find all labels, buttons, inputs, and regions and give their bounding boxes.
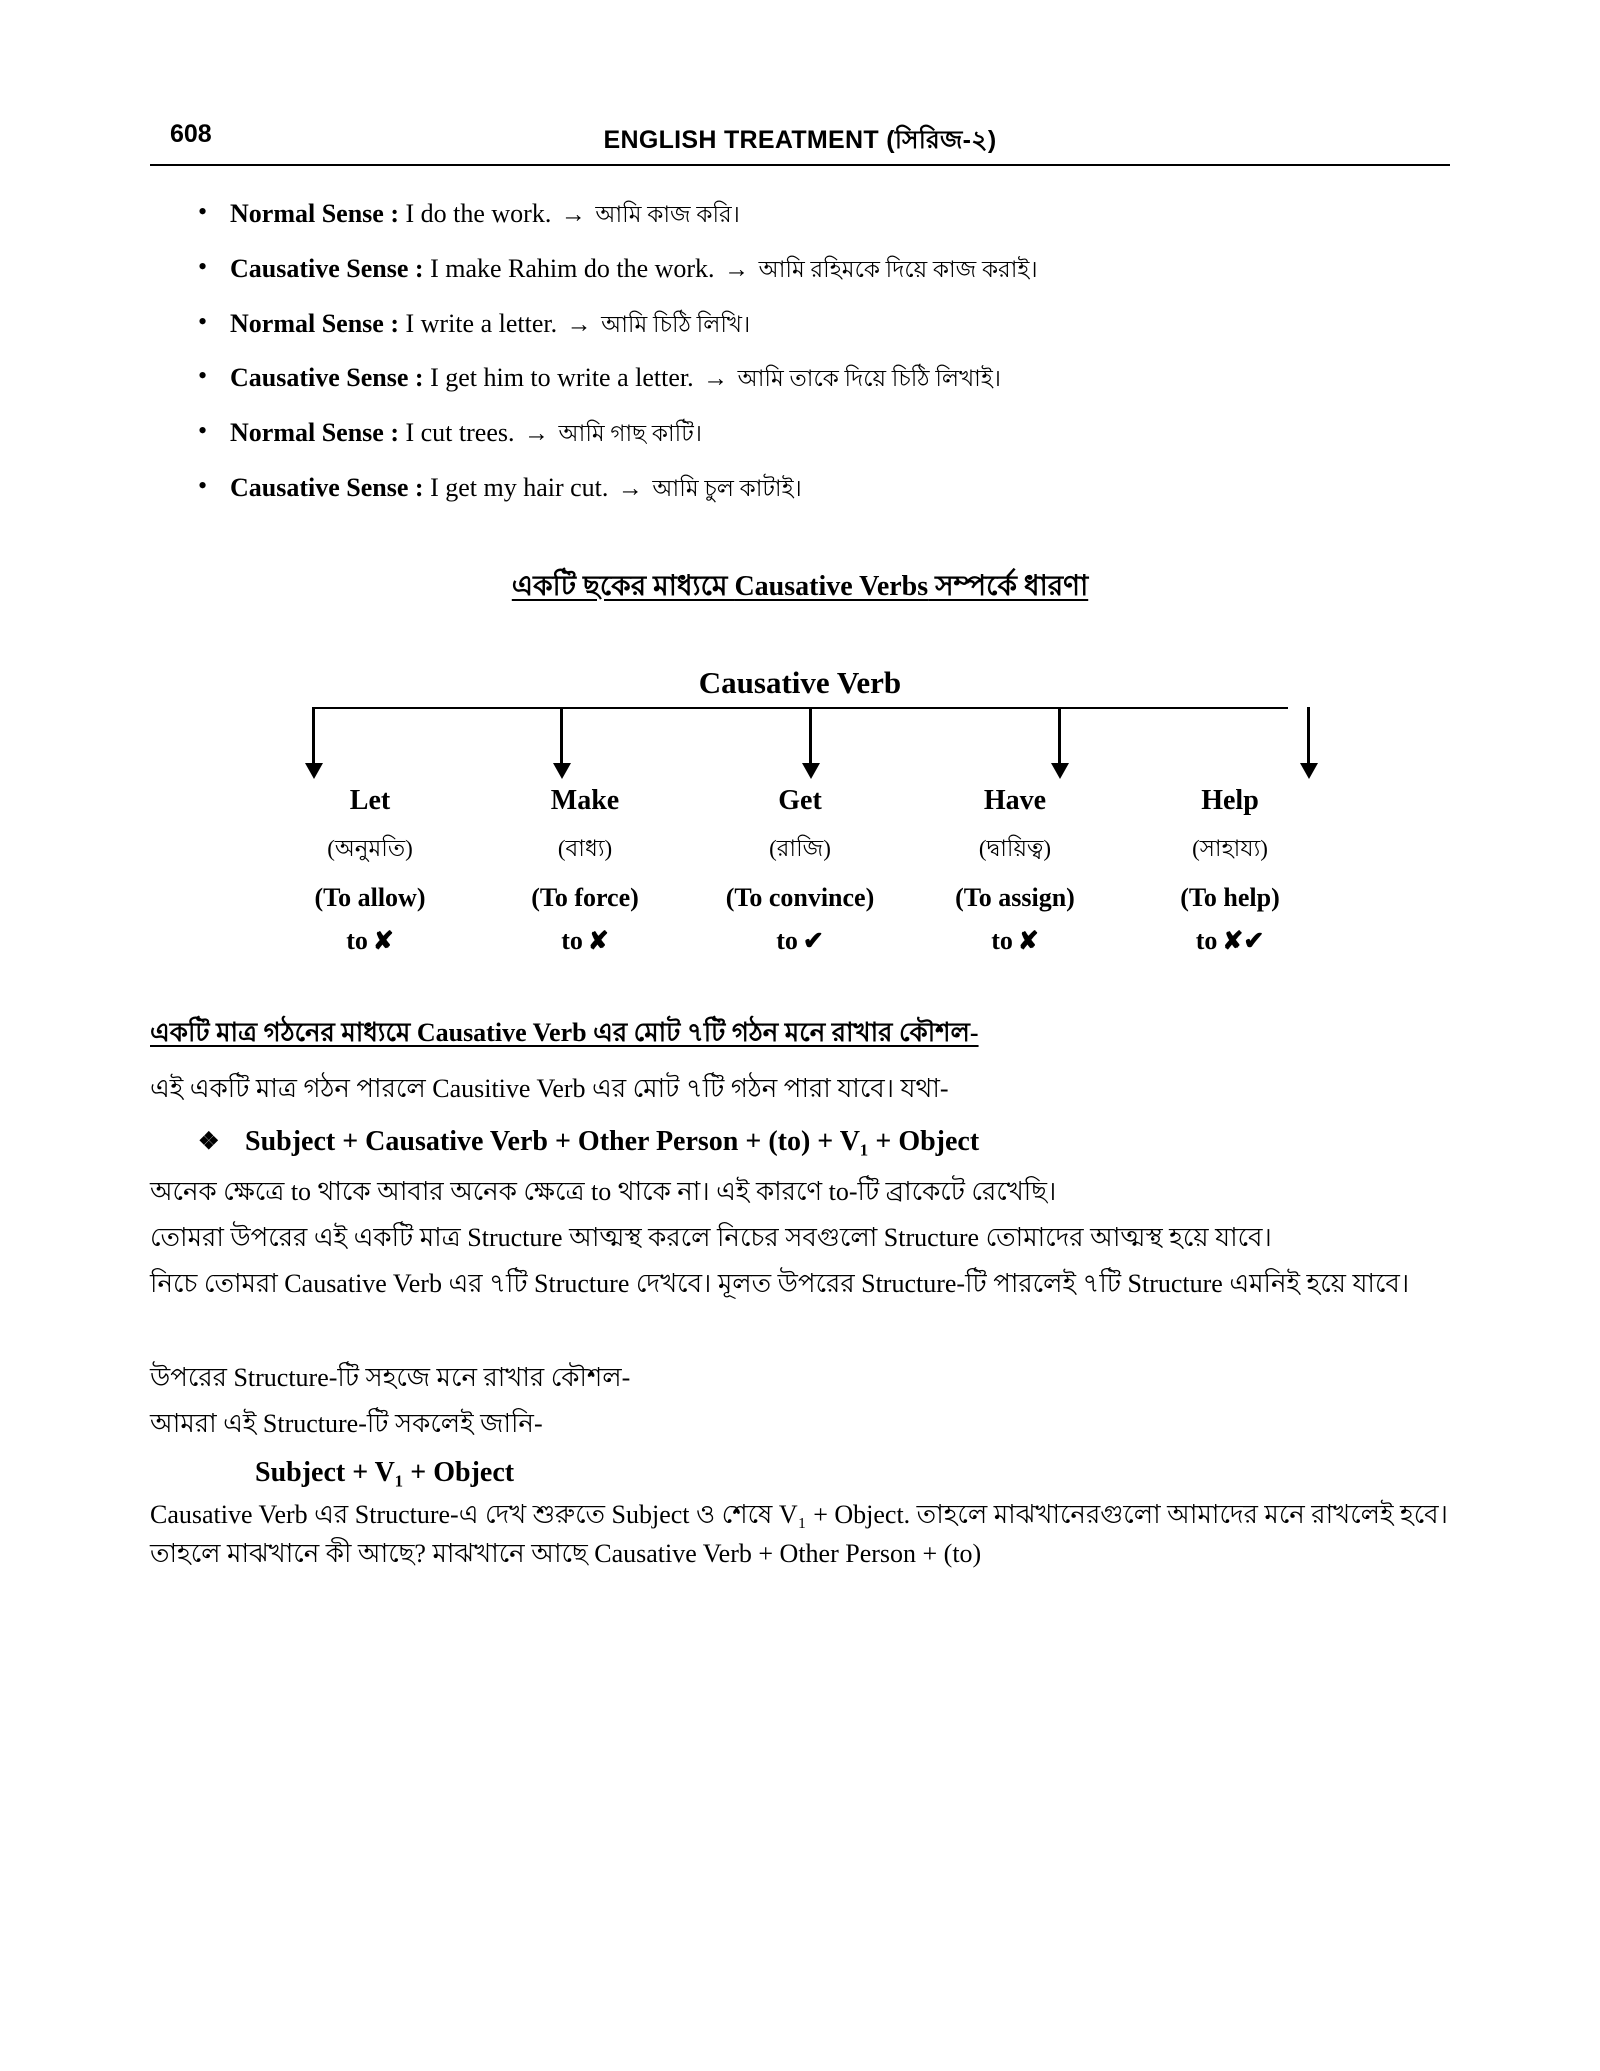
leaf-english-meaning: (To allow) <box>314 882 426 912</box>
leaf-to-rule <box>270 926 470 956</box>
body-line-7: Causative Verb এর Structure-এ দেখ শুরুতে Subject ও শেষে V₁ + Object. তাহলে মাঝখানেরগুলো আমাদের মনে রাখলেই হবে। তাহলে মাঝখানে কী আছে? মাঝখানে আছে Causative Verb + Other Person + (to) <box>150 1499 1448 1568</box>
arrow-down-icon <box>802 763 820 779</box>
arrow-down-icon <box>553 763 571 779</box>
arrow-down-icon <box>1051 763 1069 779</box>
chart-heading-part2: Causative Verbs <box>734 570 929 602</box>
leaf-name: Make <box>550 784 620 816</box>
body-line-4: নিচে তোমরা Causative Verb এর ৭টি Structure দেখবে। মূলত উপরের Structure-টি পারলেই ৭টি Structure এমনিই হয়ে যাবে। <box>150 1268 1410 1298</box>
page-title: ENGLISH TREATMENT (সিরিজ-২) <box>603 126 997 154</box>
leaf-to-label: to <box>346 925 368 955</box>
leaf-bangla-meaning: (দ্বায়িত্ব) <box>978 835 1052 861</box>
example-english: I cut trees. <box>405 418 515 447</box>
example-label: Normal Sense : <box>230 199 399 228</box>
example-bangla: আমি কাজ করি। <box>595 202 740 227</box>
arrow-icon: → <box>566 310 592 338</box>
arrow-icon: → <box>524 420 549 447</box>
list-item <box>150 306 1450 342</box>
body-line-6: আমরা এই Structure-টি সকলেই জানি- <box>150 1408 543 1438</box>
leaf-to-rule <box>915 926 1115 956</box>
connector-vertical <box>1307 707 1310 765</box>
leaf-to-label: to <box>776 925 798 955</box>
example-english: I get him to write a letter. <box>430 363 694 393</box>
main-structure: ❖ Subject + Causative Verb + Other Person + (to) + V₁ + Object <box>150 1126 1450 1158</box>
connector-vertical <box>560 707 563 765</box>
example-bangla: আমি চিঠি লিখি। <box>601 311 751 337</box>
body-section <box>150 1012 1450 1573</box>
diagram-leaf-help <box>1130 785 1330 956</box>
arrow-icon: → <box>617 474 643 502</box>
leaf-name: Let <box>349 784 391 816</box>
example-label: Normal Sense : <box>230 418 399 447</box>
leaf-to-rule <box>1130 926 1330 956</box>
diagram-leaf-have <box>915 785 1115 956</box>
example-english: I get my hair cut. <box>430 472 609 502</box>
list-item <box>150 415 1450 451</box>
examples-list <box>150 196 1450 506</box>
chart-section-heading <box>150 564 1450 611</box>
causative-verb-diagram <box>250 665 1350 956</box>
body-line-2: অনেক ক্ষেত্রে to থাকে আবার অনেক ক্ষেত্রে to থাকে না। এই কারণে to-টি ব্রাকেটে রেখেছি। <box>150 1176 1057 1206</box>
example-bangla: আমি তাকে দিয়ে চিঠি লিখাই। <box>737 366 1002 392</box>
connector-vertical <box>1058 707 1061 765</box>
example-label: Normal Sense : <box>230 308 399 338</box>
leaf-to-label: to <box>1195 925 1218 955</box>
example-label: Causative Sense : <box>230 363 424 393</box>
chart-heading-part3: সম্পর্কে ধারণা <box>928 570 1089 602</box>
page-header <box>150 120 1450 166</box>
leaf-name: Have <box>983 784 1047 816</box>
diagram-connectors <box>290 707 1310 779</box>
cross-icon: ✘ <box>1017 927 1039 955</box>
diagram-root-label: Causative Verb <box>698 664 902 700</box>
example-bangla: আমি চুল কাটাই। <box>652 475 802 501</box>
diagram-leaf-get <box>700 785 900 956</box>
body-line-1: এই একটি মাত্র গঠন পারলে Causitive Verb এর মোট ৭টি গঠন পারা যাবে। যথা- <box>150 1073 949 1103</box>
leaf-bangla-meaning: (অনুমতি) <box>327 835 413 861</box>
leaf-english-meaning: (To force) <box>531 882 639 912</box>
example-label: Causative Sense : <box>230 253 424 283</box>
leaf-name: Get <box>778 784 822 816</box>
leaf-name: Help <box>1201 784 1259 816</box>
leaf-bangla-meaning: (সাহায্য) <box>1192 835 1268 861</box>
cross-check-icon: ✘✔ <box>1222 927 1265 955</box>
diagram-leaf-let <box>270 785 470 956</box>
list-item <box>150 470 1450 506</box>
body-line-5: উপরের Structure-টি সহজে মনে রাখার কৌশল- <box>150 1362 631 1392</box>
leaf-to-label: to <box>991 925 1013 955</box>
diagram-leaf-make <box>485 785 685 956</box>
check-icon: ✔ <box>802 927 824 955</box>
example-bangla: আমি গাছ কাটি। <box>558 421 702 446</box>
connector-horizontal <box>312 707 1288 710</box>
list-item <box>150 251 1450 287</box>
leaf-bangla-meaning: (বাধ্য) <box>557 835 613 861</box>
chart-heading-part1: একটি ছকের মাধ্যমে <box>511 570 735 602</box>
arrow-icon: → <box>724 255 750 283</box>
connector-vertical <box>312 707 315 765</box>
body-heading: একটি মাত্র গঠনের মাধ্যমে Causative Verb এর মোট ৭টি গঠন মনে রাখার কৌশল- <box>150 1017 979 1047</box>
leaf-english-meaning: (To convince) <box>725 882 875 912</box>
leaf-bangla-meaning: (রাজি) <box>769 835 831 861</box>
example-bangla: আমি রহিমকে দিয়ে কাজ করাই। <box>758 256 1038 282</box>
leaf-to-label: to <box>561 925 583 955</box>
list-item <box>150 196 1450 232</box>
page-number: 608 <box>170 120 212 148</box>
leaf-english-meaning: (To assign) <box>955 882 1075 912</box>
body-line-3: তোমরা উপরের এই একটি মাত্র Structure আত্মস্থ করলে নিচের সবগুলো Structure তোমাদের আত্মস্থ হয়ে যাবে। <box>150 1222 1272 1252</box>
arrow-down-icon <box>305 763 323 779</box>
arrow-down-icon <box>1300 763 1318 779</box>
leaf-to-rule <box>485 926 685 956</box>
cross-icon: ✘ <box>372 927 394 955</box>
spacer <box>150 1310 1450 1358</box>
leaf-english-meaning: (To help) <box>1180 882 1280 912</box>
leaf-to-rule <box>700 926 900 956</box>
example-english: I do the work. <box>405 199 552 228</box>
example-english: I make Rahim do the work. <box>430 253 715 283</box>
list-item <box>150 360 1450 396</box>
simple-structure: Subject + V₁ + Object <box>255 1456 515 1488</box>
example-english: I write a letter. <box>405 308 558 338</box>
diagram-leaf-row <box>270 785 1330 956</box>
example-label: Causative Sense : <box>230 472 424 502</box>
arrow-icon: → <box>703 365 729 393</box>
cross-icon: ✘ <box>587 927 609 955</box>
arrow-icon: → <box>560 201 586 228</box>
connector-vertical <box>809 707 812 765</box>
